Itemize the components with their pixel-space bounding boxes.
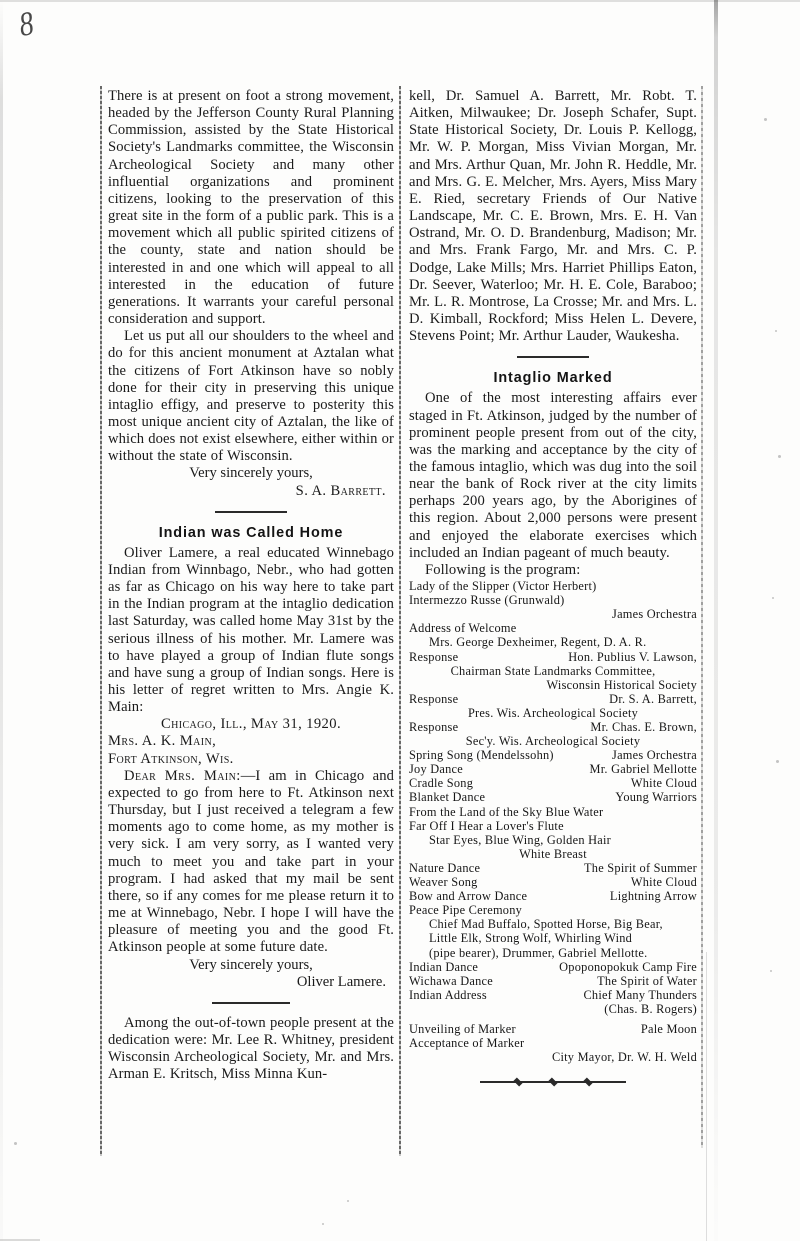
program-item-title: Bow and Arrow Dance <box>409 889 528 904</box>
program-row <box>409 1022 697 1036</box>
program-item-performer: Pale Moon <box>640 1021 697 1036</box>
program-row <box>409 748 697 762</box>
story-divider-rule-2 <box>212 1002 290 1004</box>
program-line: Intermezzo Russe (Grunwald) <box>409 593 565 608</box>
program-item-title: Nature Dance <box>409 860 481 875</box>
program-row <box>409 692 697 706</box>
program-line: Chairman State Landmarks Committee, <box>450 663 656 678</box>
end-ornament-rule <box>480 1077 626 1087</box>
program-line: (pipe bearer), Drummer, Gabriel Mellotte. <box>429 945 648 960</box>
program-item-performer: White Cloud <box>630 776 697 791</box>
program-row <box>409 861 697 875</box>
program-item-title: Indian Dance <box>409 959 479 974</box>
ornament-diamond-center <box>548 1078 557 1087</box>
program-item-performer: Dr. S. A. Barrett, <box>609 691 697 706</box>
program-line: Peace Pipe Ceremony <box>409 903 523 918</box>
paragraph-aztalan-movement: There is at present on foot a strong movement, headed by the Jefferson County Rural Planning Commission, assisted by the State Historical Society's Landmarks committee, the Wisconsin Archeological Society and many other influential organizations and prominent citizens, looking to the preservation of this great site in the form of a public park. This is a movement which all public spirited citizens of the county, state and nation should be interested in and one which will appeal to all interested in the education of future generations. It warrants your careful personal consideration and support. <box>108 88 394 328</box>
paragraph-intaglio-intro: One of the most interesting affairs ever staged in Ft. Atkinson, judged by the number of prominent people present from out of the city, was the marking and acceptance by the city of the famous intaglio, which was dug into the soil near the bank of Rock river at the city limits perhaps 200 years ago, by the Aborigines of this region. About 2,000 persons were present and enjoyed the elaborate exercises which included an Indian pageant of much beauty. <box>409 390 697 561</box>
program-line: Lady of the Slipper (Victor Herbert) <box>409 579 597 594</box>
program-item-title: Cradle Song <box>409 776 474 791</box>
program-item-performer: Hon. Publius V. Lawson, <box>568 649 697 664</box>
column-right <box>409 88 697 1087</box>
program-line: Star Eyes, Blue Wing, Golden Hair <box>429 832 612 847</box>
paragraph-program-lead: Following is the program: <box>425 561 581 578</box>
heading-intaglio-marked: Intaglio Marked <box>493 370 613 387</box>
program-row <box>409 974 697 988</box>
program-row <box>409 790 697 804</box>
column-left <box>108 88 394 1083</box>
letter-dateline: Chicago, Ill., May 31, 1920. <box>160 716 342 733</box>
letter-salutation: Dear Mrs. Main: <box>124 767 241 784</box>
program-row <box>409 650 697 664</box>
story-divider-rule-3 <box>517 356 589 358</box>
program-row <box>409 960 697 974</box>
letter-body-text: —I am in Chicago and expected to go from here to Ft. Atkinson next Thursday, but I just received a telegram a few moments ago to come home, as my mother is very sick. I am very sorry, as I wanted very much to meet you and take part in your program. I had asked that my mail be sent there, so if any comes for me please return it to me at Winnebago, Nebr. I hope I will have the pleasure of meeting you and the good Ft. Atkinson people at some future date. <box>108 767 394 956</box>
program-item-title: Indian Address <box>409 987 487 1002</box>
program-line: Acceptance of Marker <box>409 1036 525 1051</box>
program-line: Little Elk, Strong Wolf, Whirling Wind <box>429 931 633 946</box>
program-row <box>409 720 697 734</box>
program-item-title: Unveiling of Marker <box>409 1021 516 1036</box>
program-item-title: Spring Song (Mendelssohn) <box>409 748 554 763</box>
program-line: From the Land of the Sky Blue Water <box>409 804 604 819</box>
letter-closing-lamere: Very sincerely yours, <box>189 956 313 973</box>
program-item-performer: Lightning Arrow <box>609 889 697 904</box>
program-line: Far Off I Hear a Lover's Flute <box>409 818 564 833</box>
paragraph-lamere-letter-body <box>108 768 394 957</box>
program-line: Address of Welcome <box>409 621 517 636</box>
program-line: White Breast <box>519 846 587 861</box>
program-line: James Orchestra <box>612 607 697 622</box>
letter-addressee-name: Mrs. A. K. Main, <box>108 733 217 750</box>
program-line: (Chas. B. Rogers) <box>604 1001 697 1016</box>
handwritten-page-number: 8 <box>16 5 37 44</box>
program-row <box>409 875 697 889</box>
program-item-performer: The Spirit of Water <box>597 973 697 988</box>
program-listing <box>409 579 697 1064</box>
paragraph-shoulders-to-wheel: Let us put all our shoulders to the wheel and do for this ancient monument at Aztalan what the citizens of Fort Atkinson have so nobly done for their city in preserving this unique intaglio effigy, and preserve to posterity this most unique ancient city of Aztalan, the like of which does not exist elsewhere, either within or without the state of Wisconsin. <box>108 328 394 465</box>
program-row <box>409 776 697 790</box>
program-item-performer: James Orchestra <box>612 748 697 763</box>
program-row <box>409 762 697 776</box>
program-item-performer: Chief Many Thunders <box>583 987 697 1002</box>
program-row <box>409 988 697 1002</box>
paragraph-oliver-lamere: Oliver Lamere, a real educated Winnebago Indian from Winnbago, Nebr., who had gotten as far as Chicago on his way here to take part in the Indian program at the intaglio dedication last Saturday, was called home May 31st by the serious illness of his mother. Mr. Lamere was to have played a group of Indian flute songs and have sung a group of Indian songs. Here is his letter of regret written to Mrs. Angie K. Main: <box>108 544 394 716</box>
program-item-performer: Mr. Chas. E. Brown, <box>590 720 697 734</box>
program-item-title: Response <box>409 649 459 664</box>
program-item-performer: The Spirit of Summer <box>584 860 697 875</box>
program-row <box>409 889 697 903</box>
program-item-title: Joy Dance <box>409 762 464 777</box>
program-line: Mrs. George Dexheimer, Regent, D. A. R. <box>429 635 647 650</box>
paragraph-attendees-continued: kell, Dr. Samuel A. Barrett, Mr. Robt. T. Aitken, Milwaukee; Dr. Joseph Schafer, Supt. State Historical Society, Dr. Louis P. Kellogg, Mr. W. P. Morgan, Miss Vivian Morgan, Mr. and Mrs. Arthur Quan, Mr. John R. Heddle, Mr. and Mrs. G. E. Melcher, Mrs. Ayers, Miss Mary E. Ried, secretary Friends of Our Native Landscape, Mr. C. E. Brown, Mrs. E. H. Van Ostrand, Mr. O. D. Brandenburg, Madison; Mr. and Mrs. Frank Fargo, Mr. and Mrs. C. P. Dodge, Lake Mills; Mrs. Harriet Phillips Eaton, Dr. Seever, Waterloo; Mr. H. E. Cole, Baraboo; Mr. L. R. Montrose, La Crosse; Mr. and Mrs. L. D. Kimball, Rockford; Miss Helen L. Devere, Stevens Point; Mr. Arthur Lauder, Waukesha. <box>409 88 697 345</box>
program-item-performer: Young Warriors <box>615 790 697 805</box>
program-line: Sec'y. Wis. Archeological Society <box>465 734 641 749</box>
program-line: City Mayor, Dr. W. H. Weld <box>551 1050 697 1065</box>
ornament-diamond-left <box>513 1078 522 1087</box>
program-item-title: Response <box>409 720 459 734</box>
paragraph-out-of-town-attendees: Among the out-of-town people present at the dedication were: Mr. Lee R. Whitney, president Wisconsin Archeological Society, Mr. and Mrs. Arman E. Kritsch, Miss Minna Kun- <box>108 1014 394 1083</box>
program-item-title: Blanket Dance <box>409 790 486 805</box>
letter-addressee-city: Fort Atkinson, Wis. <box>108 750 234 767</box>
program-line: Wisconsin Historical Society <box>546 677 697 692</box>
program-line: Pres. Wis. Archeological Society <box>467 705 639 720</box>
program-item-title: Response <box>409 691 459 706</box>
letter-signature-lamere: Oliver Lamere. <box>296 973 386 990</box>
program-item-title: Wichawa Dance <box>409 973 493 988</box>
heading-indian-was-called-home: Indian was Called Home <box>158 524 344 541</box>
program-item-performer: White Cloud <box>630 875 697 890</box>
letter-closing-barrett: Very sincerely yours, <box>189 465 313 482</box>
program-item-performer: Opoponopokuk Camp Fire <box>559 959 697 974</box>
ornament-diamond-right <box>583 1078 592 1087</box>
story-divider-rule <box>215 511 287 513</box>
program-line: Chief Mad Buffalo, Spotted Horse, Big Bear, <box>429 917 663 932</box>
letter-signature-barrett: S. A. Barrett. <box>295 482 386 499</box>
program-item-performer: Mr. Gabriel Mellotte <box>589 762 697 777</box>
program-item-title: Weaver Song <box>409 875 478 890</box>
